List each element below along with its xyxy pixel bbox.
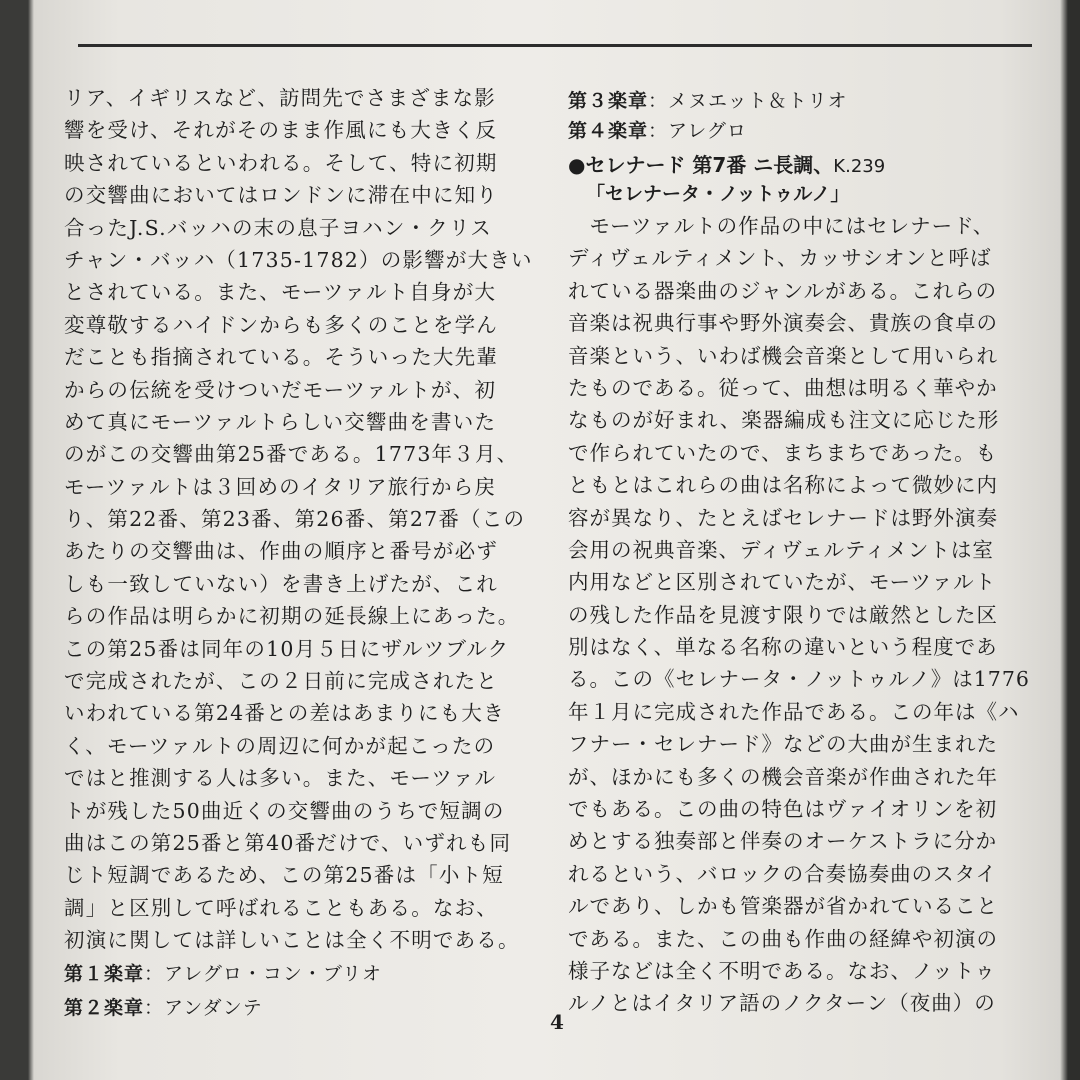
booklet-page	[34, 0, 1062, 1080]
text-line: ルノとはイタリア語のノクターン（夜曲）の	[568, 991, 996, 1016]
text-line: 内用などと区別されていたが、モーツァルト	[568, 570, 997, 595]
text-line: 会用の祝典音楽、ディヴェルティメントは室	[568, 537, 994, 562]
movement-title: アンダンテ	[164, 996, 263, 1019]
text-line: あたりの交響曲は、作曲の順序と番号が必ず	[64, 539, 498, 564]
left-column	[64, 82, 533, 1025]
text-line: ルであり、しかも管楽器が省かれていること	[568, 894, 998, 919]
text-line: らの作品は明らかに初期の延長線上にあった。	[64, 604, 520, 629]
text-line: の交響曲においてはロンドンに滞在中に知り	[64, 183, 498, 208]
right-column	[568, 86, 1038, 1020]
movement-title: アレグロ・コン・ブリオ	[164, 962, 382, 985]
text-line: めとする独奏部と伴奏のオーケストラに分か	[568, 829, 998, 854]
text-line: モーツァルトは３回めのイタリア旅行から戻	[64, 474, 497, 499]
text-line: だことも指摘されている。そういった大先輩	[64, 345, 498, 370]
movement-title: アレグロ	[668, 120, 747, 142]
text-line: からの伝統を受けついだモーツァルトが、初	[64, 377, 497, 402]
text-line: ではと推測する人は多い。また、モーツァル	[64, 766, 497, 791]
text-line: 調」と区別して呼ばれることもある。なお、	[64, 895, 498, 920]
text-line: 変尊敬するハイドンからも多くのことを学ん	[64, 312, 498, 337]
text-line: り、第22番、第23番、第26番、第27番（この	[64, 507, 526, 532]
text-line: 容が異なり、たとえばセレナードは野外演奏	[568, 505, 998, 530]
text-line: 様子などは全く不明である。なお、ノットゥ	[568, 958, 997, 983]
text-line: じト短調であるため、この第25番は「小ト短	[64, 863, 504, 888]
text-line: チャン・バッハ（1735-1782）の影響が大きい	[64, 247, 533, 272]
header-rule	[78, 44, 1032, 47]
movement-number: 第４楽章	[568, 120, 649, 142]
text-line: とされている。また、モーツァルト自身が大	[64, 280, 497, 305]
text-line: 曲はこの第25番と第40番だけで、いずれも同	[64, 830, 512, 855]
text-line: 音楽という、いわば機会音楽として用いられ	[568, 343, 998, 368]
text-line: 合ったJ.S.バッハの末の息子ヨハン・クリス	[64, 215, 492, 240]
work-catalog-number: K.239	[833, 156, 886, 177]
text-line: ともとはこれらの曲は名称によって微妙に内	[568, 473, 998, 498]
text-line: く、モーツァルトの周辺に何かが起こったの	[64, 733, 496, 758]
text-line: が、ほかにも多くの機会音楽が作曲された年	[568, 764, 998, 789]
movement-separator: ：	[144, 962, 165, 985]
text-line: でもある。この曲の特色はヴァイオリンを初	[568, 797, 998, 822]
movement-number: 第３楽章	[568, 90, 649, 112]
text-line: の残した作品を見渡す限りでは厳然とした区	[568, 602, 998, 627]
text-line: なものが好まれ、楽器編成も注文に応じた形	[568, 408, 1000, 433]
text-line: で作られていたので、まちまちであった。も	[568, 440, 998, 465]
text-line: る。この《セレナータ・ノットゥルノ》は1776	[568, 667, 1030, 692]
right-movement-list	[568, 86, 1038, 146]
text-line: ディヴェルティメント、カッサシオンと呼ば	[568, 246, 992, 271]
text-line: しも一致していない）を書き上げたが、これ	[64, 571, 498, 596]
movement-separator: ：	[648, 120, 669, 142]
text-line: 年１月に完成された作品である。この年は《ハ	[568, 699, 1020, 724]
movement-number: 第２楽章	[64, 996, 145, 1019]
text-line: 響を受け、それがそのまま作風にも大きく反	[64, 118, 498, 143]
text-line: のがこの交響曲第25番である。1773年３月、	[64, 442, 519, 467]
text-line: 初演に関しては詳しいことは全く不明である。	[64, 928, 520, 953]
movement-title: メヌエット＆トリオ	[668, 90, 848, 112]
text-line: たものである。従って、曲想は明るく華やか	[568, 375, 998, 400]
movement-row	[64, 991, 524, 1025]
text-line: 別はなく、単なる名称の違いという程度であ	[568, 635, 998, 660]
movement-number: 第１楽章	[64, 962, 145, 985]
text-line: で完成されたが、この２日前に完成されたと	[64, 669, 498, 694]
movement-row	[568, 86, 1038, 116]
movement-separator: ：	[144, 996, 165, 1019]
text-line: リア、イギリスなど、訪問先でさまざまな影	[64, 86, 496, 110]
page-number: 4	[550, 1010, 564, 1034]
work-heading-title: ●セレナード 第7番 ニ長調、	[568, 153, 834, 177]
left-movement-list	[64, 957, 524, 1025]
left-body-text	[64, 82, 533, 957]
right-body-text	[568, 210, 1038, 1020]
work-heading	[568, 150, 1038, 180]
text-line: いわれている第24番との差はあまりにも大き	[64, 701, 505, 726]
text-line: フナー・セレナード》などの大曲が生まれた	[568, 732, 998, 757]
text-line: この第25番は同年の10月５日にザルツブルク	[64, 636, 510, 661]
text-line: である。また、この曲も作曲の経緯や初演の	[568, 926, 998, 951]
text-line: モーツァルトの作品の中にはセレナード、	[568, 214, 995, 238]
movement-separator: ：	[648, 90, 669, 112]
text-line: めて真にモーツァルトらしい交響曲を書いた	[64, 409, 497, 434]
text-line: れるという、バロックの合奏協奏曲のスタイ	[568, 861, 998, 886]
movement-row	[64, 957, 524, 991]
work-subtitle: 「セレナータ・ノットゥルノ」	[586, 183, 850, 205]
movement-row	[568, 116, 1038, 146]
text-line: れている器楽曲のジャンルがある。これらの	[568, 278, 998, 303]
text-line: トが残した50曲近くの交響曲のうちで短調の	[64, 798, 505, 823]
text-line: 映されているといわれる。そして、特に初期	[64, 150, 498, 175]
text-line: 音楽は祝典行事や野外演奏会、貴族の食卓の	[568, 311, 998, 336]
